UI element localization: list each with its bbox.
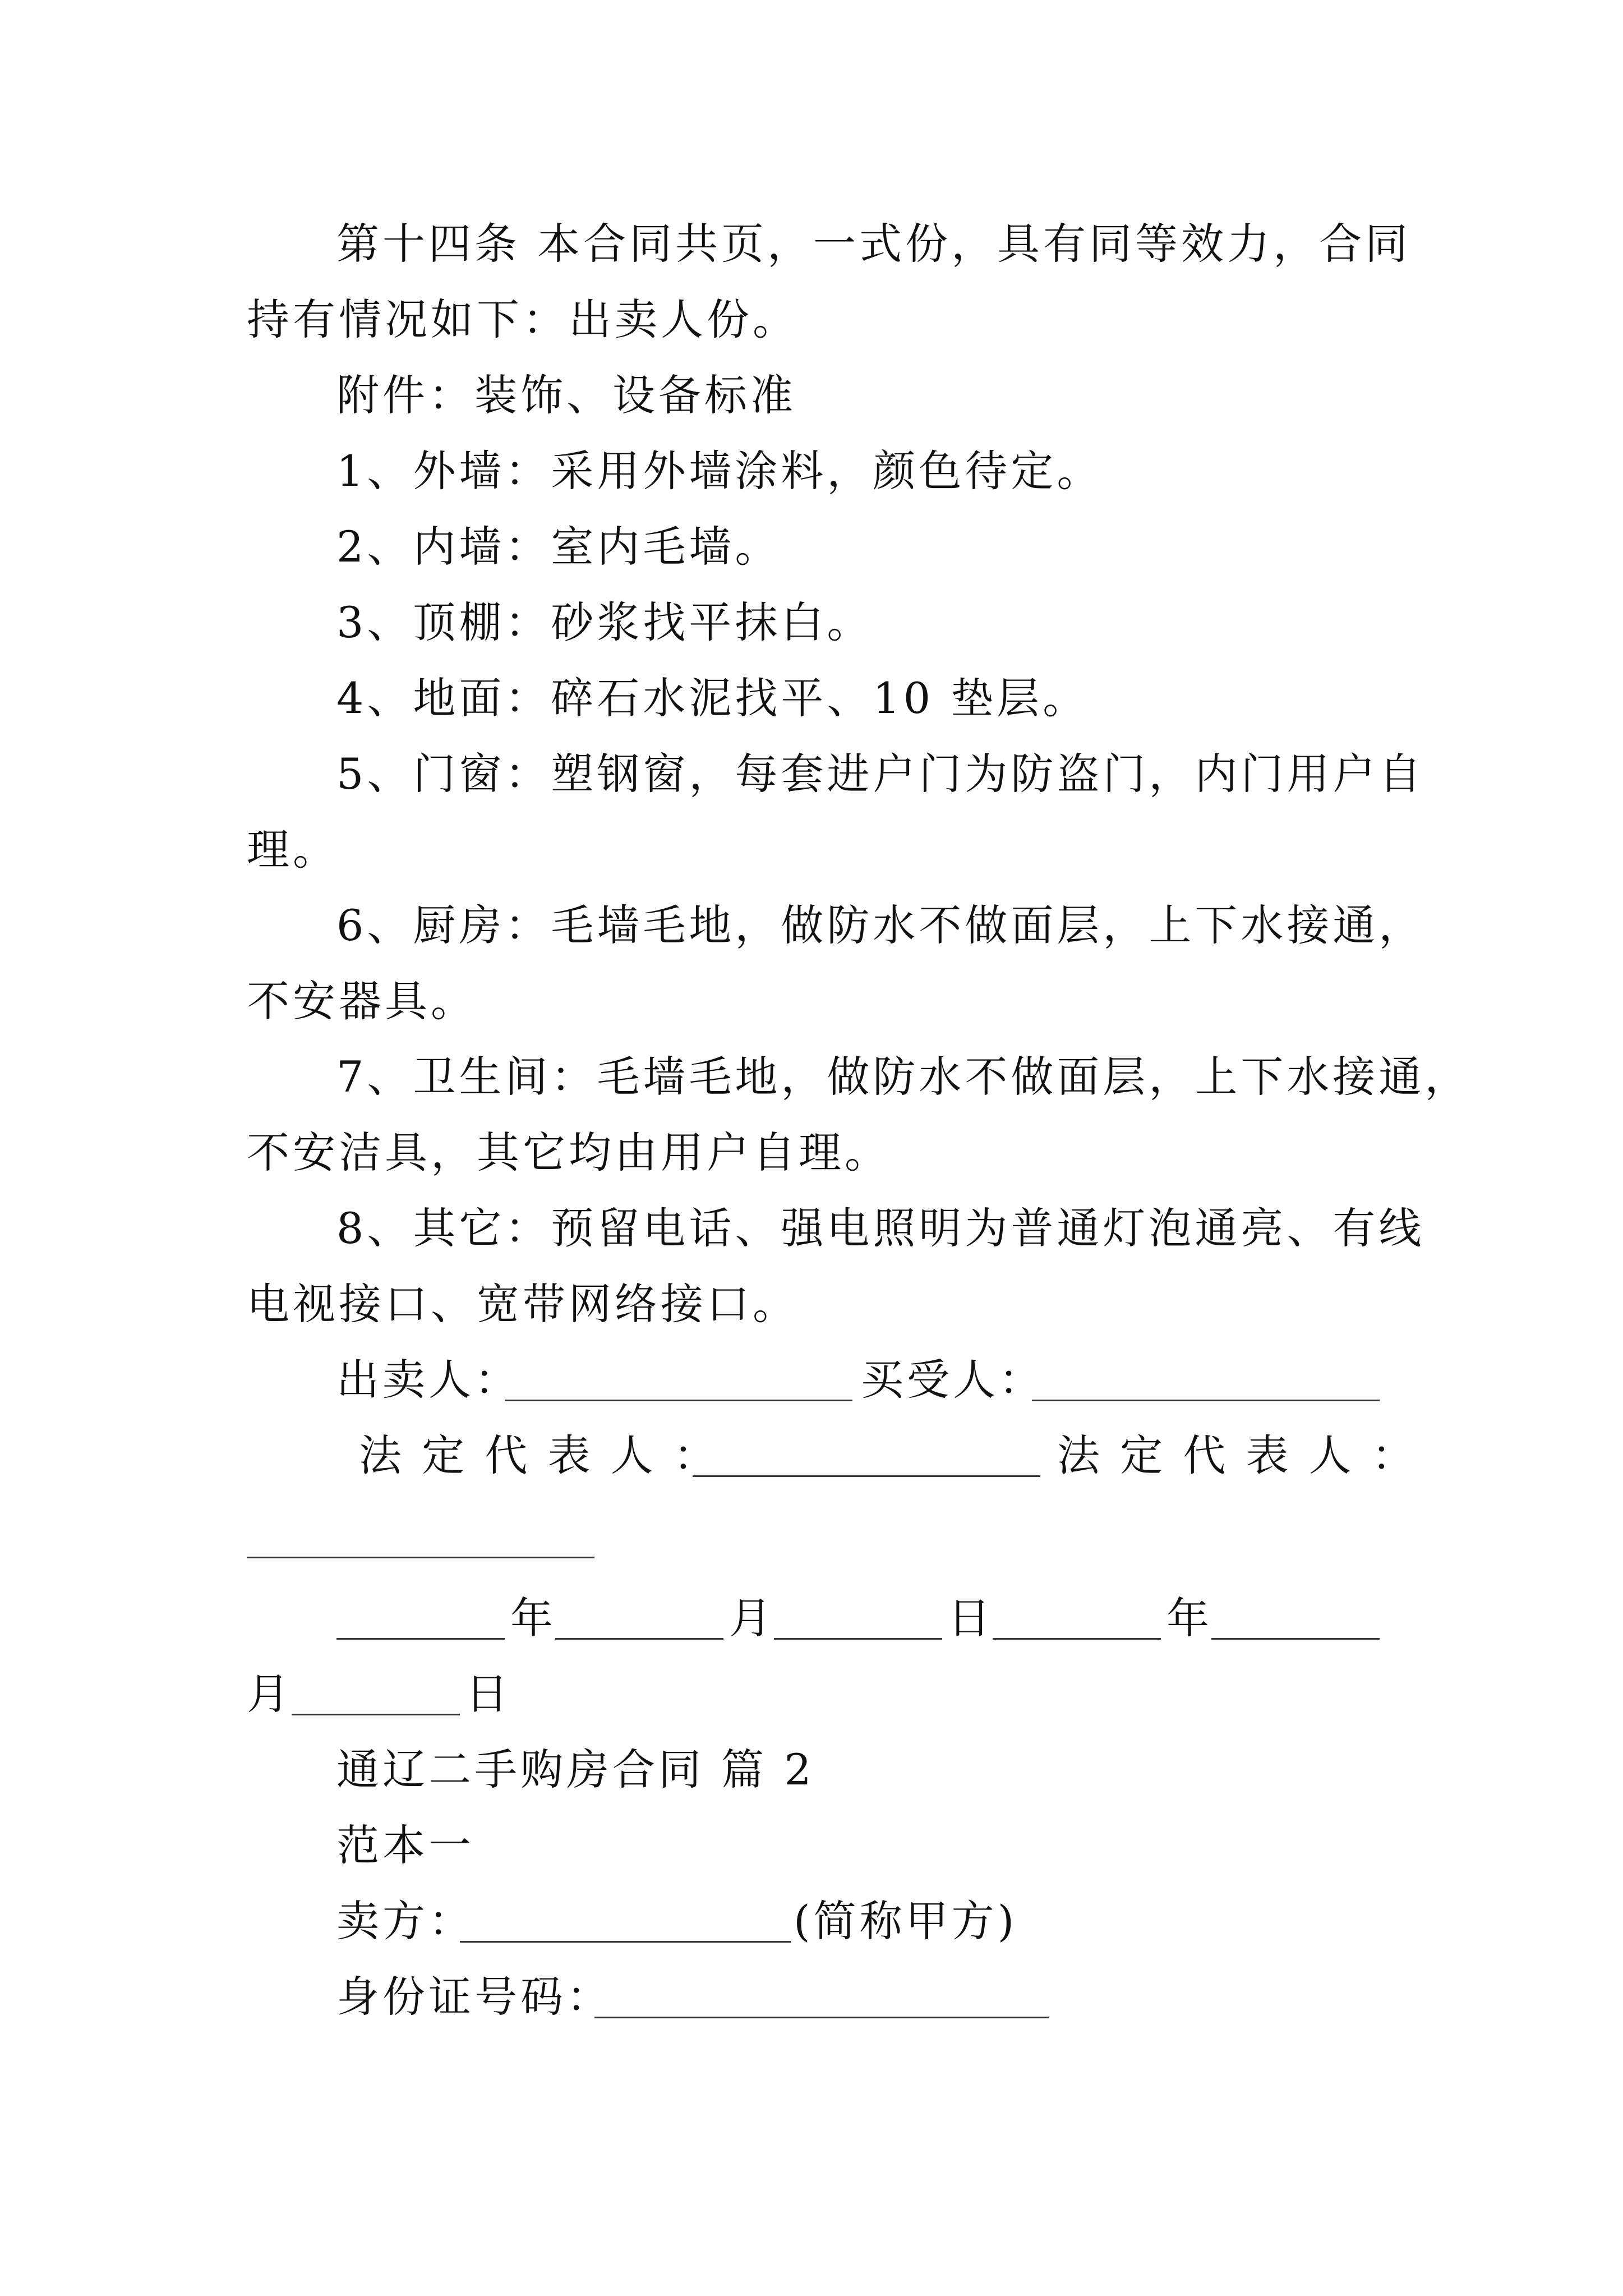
date-blank-6 bbox=[292, 1714, 460, 1715]
appendix-title: 附件：装饰、设备标准 bbox=[336, 370, 796, 420]
section2-sample: 范本一 bbox=[336, 1820, 474, 1870]
date-year-label-1: 年 bbox=[510, 1593, 556, 1643]
item-7-line2: 不安洁具，其它均由用户自理。 bbox=[247, 1128, 891, 1177]
item-3: 3、顶棚：砂浆找平抹白。 bbox=[336, 597, 873, 647]
legal-rep-label-2: 法 定 代 表 人 ： bbox=[1057, 1430, 1418, 1480]
buyer-blank bbox=[1032, 1400, 1380, 1401]
legal-rep-label: 法 定 代 表 人 ： bbox=[359, 1430, 720, 1480]
section2-id-blank bbox=[594, 2017, 1049, 2018]
section2-title: 通辽二手购房合同 篇 2 bbox=[336, 1745, 815, 1795]
date-day-label-2: 日 bbox=[465, 1669, 511, 1719]
seller-label: 出卖人： bbox=[336, 1355, 520, 1405]
item-7-line1: 7、卫生间：毛墙毛地，做防水不做面层，上下水接通， bbox=[336, 1052, 1471, 1102]
item-6-line2: 不安器具。 bbox=[247, 976, 477, 1026]
date-blank-5 bbox=[1211, 1638, 1380, 1640]
clause14-line2: 持有情况如下：出卖人份。 bbox=[247, 295, 799, 344]
item-6-line1: 6、厨房：毛墙毛地，做防水不做面层，上下水接通， bbox=[336, 900, 1425, 950]
date-blank-1 bbox=[336, 1638, 505, 1640]
date-month-label-2: 月 bbox=[247, 1669, 293, 1719]
legal-rep-blank-2 bbox=[247, 1557, 594, 1558]
item-4: 4、地面：碎石水泥找平、10 垫层。 bbox=[336, 673, 1089, 723]
date-blank-4 bbox=[993, 1638, 1161, 1640]
clause14-line1: 第十四条 本合同共页，一式份，具有同等效力，合同 bbox=[336, 219, 1412, 269]
item-8-line2: 电视接口、宽带网络接口。 bbox=[247, 1279, 799, 1329]
section2-seller-label: 卖方： bbox=[336, 1896, 474, 1946]
date-month-label-1: 月 bbox=[729, 1593, 775, 1643]
section2-seller-blank bbox=[460, 1941, 791, 1943]
legal-rep-blank bbox=[693, 1475, 1040, 1477]
item-2: 2、内墙：室内毛墙。 bbox=[336, 522, 781, 572]
date-year-label-2: 年 bbox=[1166, 1593, 1212, 1643]
date-day-label-1: 日 bbox=[948, 1593, 994, 1643]
buyer-label: 买受人： bbox=[861, 1355, 1045, 1405]
section2-seller-suffix: (简称甲方) bbox=[794, 1896, 1018, 1946]
date-blank-2 bbox=[555, 1638, 723, 1640]
item-1: 1、外墙：采用外墙涂料，颜色待定。 bbox=[336, 446, 1103, 496]
date-blank-3 bbox=[774, 1638, 942, 1640]
section2-id-label: 身份证号码： bbox=[336, 1972, 612, 2022]
item-8-line1: 8、其它：预留电话、强电照明为普通灯泡通亮、有线 bbox=[336, 1203, 1425, 1253]
item-5-line1: 5、门窗：塑钢窗，每套进户门为防盗门，内门用户自 bbox=[336, 749, 1425, 799]
item-5-line2: 理。 bbox=[247, 825, 339, 875]
seller-blank bbox=[505, 1400, 852, 1401]
